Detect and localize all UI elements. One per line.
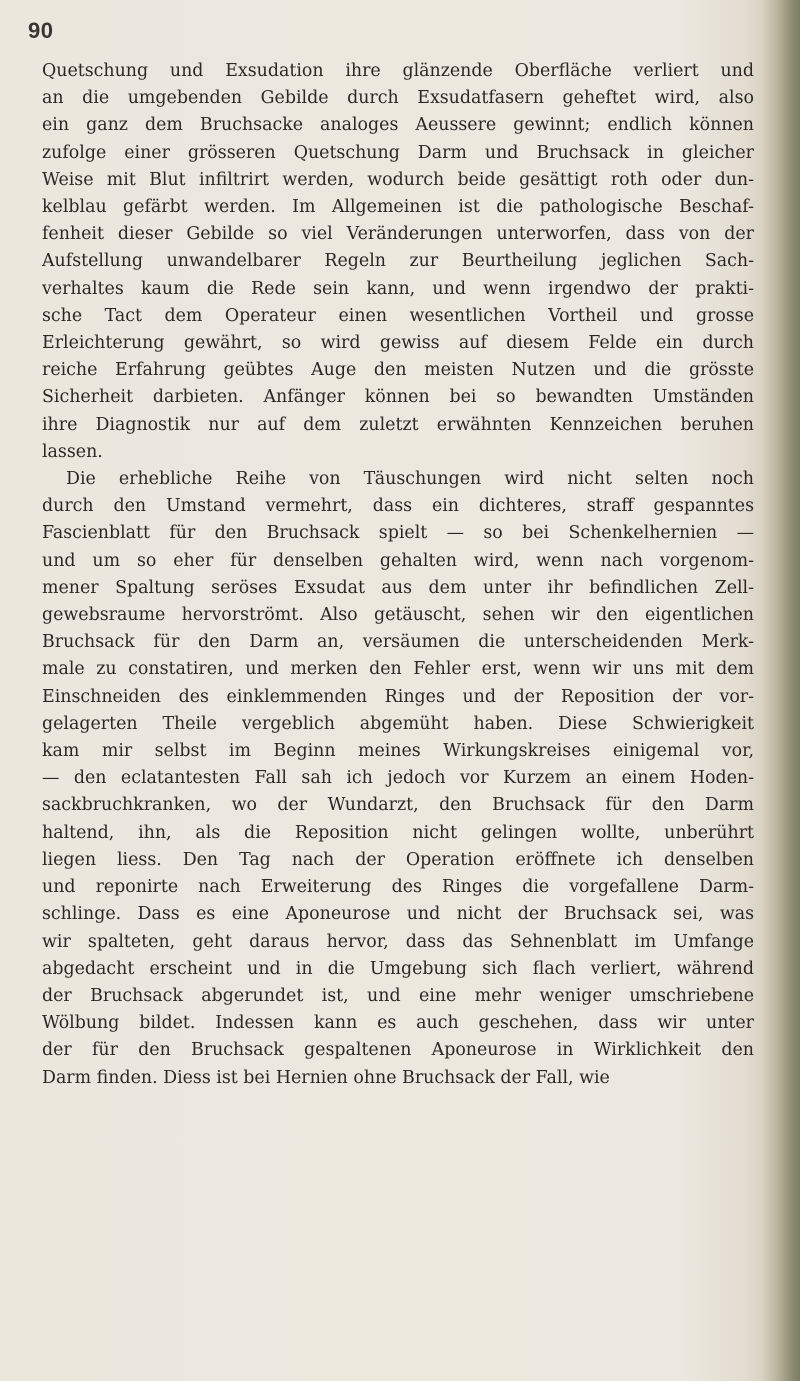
text-line: und reponirte nach Erweiterung des Ringes die vorgefallene Darm- — [42, 877, 754, 898]
text-line: gelagerten Theile vergeblich abgemüht haben. Diese Schwierigkeit — [42, 713, 754, 734]
text-line: Einschneiden des einklemmenden Ringes und der Reposition der vor- — [42, 686, 754, 707]
text-line: lassen. — [42, 441, 103, 462]
text-line: Fascienblatt für den Bruchsack spielt — so bei Schenkelhernien — — [42, 523, 754, 544]
text-line: verhaltes kaum die Rede sein kann, und wenn irgendwo der prakti- — [42, 278, 754, 299]
text-line: schlinge. Dass es eine Aponeurose und nicht der Bruchsack sei, was — [42, 904, 754, 925]
text-line: zufolge einer grösseren Quetschung Darm und Bruchsack in gleicher — [42, 142, 754, 163]
text-line: der Bruchsack abgerundet ist, und eine mehr weniger umschriebene — [42, 985, 754, 1006]
text-line: Sicherheit darbieten. Anfänger können bei so bewandten Umständen — [42, 387, 754, 408]
text-line: an die umgebenden Gebilde durch Exsudatfasern geheftet wird, also — [42, 88, 754, 109]
paragraph — [42, 466, 754, 1092]
text-line: der für den Bruchsack gespaltenen Aponeurose in Wirklichkeit den — [42, 1040, 754, 1061]
text-line: Die erhebliche Reihe von Täuschungen wird nicht selten noch — [66, 469, 754, 490]
text-line: sackbruchkranken, wo der Wundarzt, den Bruchsack für den Darm — [42, 795, 754, 816]
paragraph — [42, 58, 754, 466]
text-line: liegen liess. Den Tag nach der Operation eröffnete ich denselben — [42, 849, 754, 870]
body-text — [42, 58, 754, 1092]
text-line: Wölbung bildet. Indessen kann es auch geschehen, dass wir unter — [42, 1013, 754, 1034]
text-line: fenheit dieser Gebilde so viel Veränderungen unterworfen, dass von der — [42, 224, 754, 245]
text-line: Aufstellung unwandelbarer Regeln zur Beurtheilung jeglichen Sach- — [42, 251, 754, 272]
text-line: durch den Umstand vermehrt, dass ein dichteres, straff gespanntes — [42, 496, 754, 517]
text-line: haltend, ihn, als die Reposition nicht gelingen wollte, unberührt — [42, 822, 754, 843]
page-number: 90 — [28, 18, 54, 43]
text-line: Quetschung und Exsudation ihre glänzende Oberfläche verliert und — [42, 61, 754, 81]
text-line: abgedacht erscheint und in die Umgebung sich flach verliert, während — [42, 958, 754, 979]
text-line: mener Spaltung seröses Exsudat aus dem unter ihr befindlichen Zell- — [42, 577, 754, 598]
text-line: kelblau gefärbt werden. Im Allgemeinen ist die pathologische Beschaf- — [42, 197, 754, 218]
binding-shadow — [762, 0, 800, 1381]
text-line: male zu constatiren, und merken den Fehler erst, wenn wir uns mit dem — [42, 659, 754, 680]
text-line: Weise mit Blut infiltrirt werden, wodurch beide gesättigt roth oder dun- — [42, 169, 754, 190]
text-line: wir spalteten, geht daraus hervor, dass das Sehnenblatt im Umfange — [42, 931, 754, 952]
text-line: und um so eher für denselben gehalten wird, wenn nach vorgenom- — [42, 550, 754, 571]
text-line: kam mir selbst im Beginn meines Wirkungskreises einigemal vor, — [42, 741, 754, 762]
text-line: ein ganz dem Bruchsacke analoges Aeussere gewinnt; endlich können — [42, 115, 754, 136]
text-line: — den eclatantesten Fall sah ich jedoch vor Kurzem an einem Hoden- — [42, 768, 754, 789]
text-line: gewebsraume hervorströmt. Also getäuscht, sehen wir den eigentlichen — [42, 605, 754, 626]
text-line: sche Tact dem Operateur einen wesentlichen Vortheil und grosse — [42, 305, 754, 326]
text-line: reiche Erfahrung geübtes Auge den meisten Nutzen und die grösste — [42, 360, 754, 381]
text-line: Erleichterung gewährt, so wird gewiss auf diesem Felde ein durch — [42, 333, 754, 354]
text-line: ihre Diagnostik nur auf dem zuletzt erwähnten Kennzeichen beruhen — [42, 414, 754, 435]
text-line: Darm finden. Diess ist bei Hernien ohne Bruchsack der Fall, wie — [42, 1067, 610, 1088]
text-line: Bruchsack für den Darm an, versäumen die unterscheidenden Merk- — [42, 632, 754, 653]
